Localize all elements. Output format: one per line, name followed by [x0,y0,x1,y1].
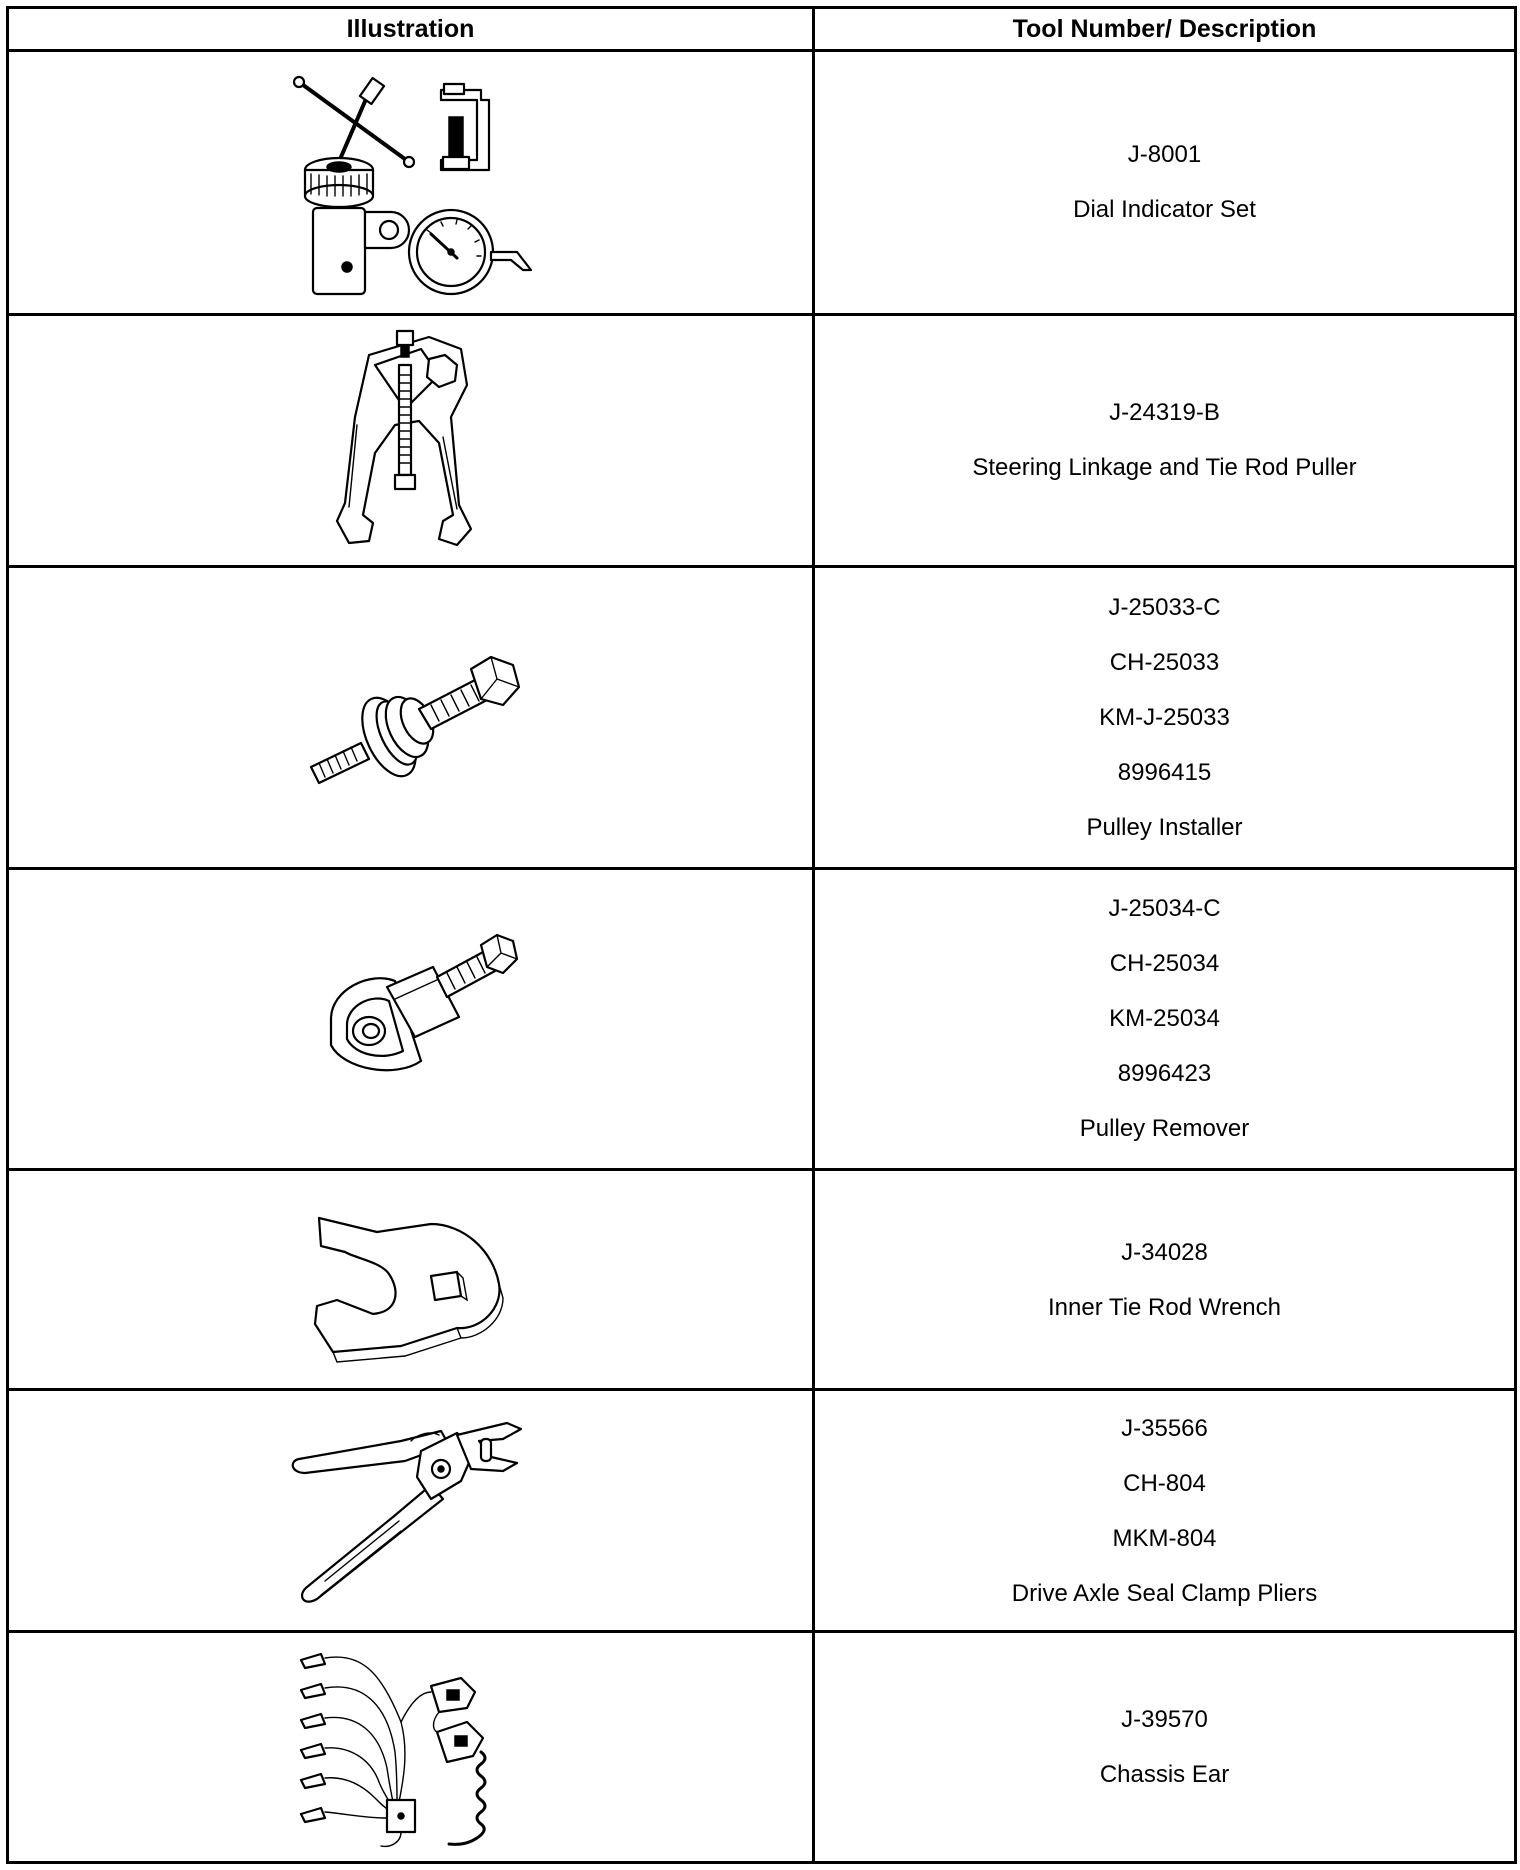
pulley-installer-icon [291,617,531,817]
tool-description: Chassis Ear [1099,1761,1230,1788]
illustration-cell [8,1632,814,1863]
tool-description: Dial Indicator Set [1073,196,1256,224]
header-row [8,8,1516,51]
table-row [8,868,1516,1169]
tie-rod-puller-icon [311,325,511,555]
table-row [8,1170,1516,1390]
description-cell [814,1390,1516,1632]
description-cell [814,1170,1516,1390]
description-cell [814,1632,1516,1863]
tool-description: Drive Axle Seal Clamp Pliers [1011,1579,1318,1607]
table-row [8,51,1516,315]
tool-number: MKM-804 [1112,1524,1217,1552]
header-illustration: Illustration [8,8,814,51]
tool-description: Pulley Installer [1086,813,1243,841]
illustration-cell [8,1170,814,1390]
tool-number: CH-804 [1123,1469,1206,1497]
tool-number: J-24319-B [1109,399,1220,427]
tool-number: J-8001 [1127,141,1202,169]
tool-number: J-39570 [1121,1706,1208,1733]
tool-number: J-35566 [1121,1414,1208,1442]
tool-number: CH-25034 [1109,950,1220,978]
tool-number: 8996415 [1117,758,1212,786]
seal-clamp-pliers-icon [281,1411,541,1611]
description-cell [814,314,1516,567]
pulley-remover-icon [291,919,531,1119]
header-tool-description: Tool Number/ Description [814,8,1516,51]
tool-number: CH-25033 [1109,648,1220,676]
tool-number: J-25033-C [1108,593,1221,621]
illustration-cell [8,1390,814,1632]
tool-number: 8996423 [1117,1060,1212,1088]
dial-indicator-set-icon [281,62,541,302]
illustration-cell [8,314,814,567]
tool-description: Pulley Remover [1079,1115,1250,1143]
tool-number: J-25034-C [1108,895,1221,923]
chassis-ear-icon [291,1642,531,1852]
tool-number: KM-25034 [1109,1005,1220,1033]
tool-number: KM-J-25033 [1099,703,1230,731]
illustration-cell [8,868,814,1169]
description-cell [814,51,1516,315]
table-row [8,314,1516,567]
table-row [8,1632,1516,1863]
tool-description: Steering Linkage and Tie Rod Puller [972,454,1357,482]
tool-description: Inner Tie Rod Wrench [1047,1293,1281,1321]
table-row [8,1390,1516,1632]
table-row [8,567,1516,868]
description-cell [814,868,1516,1169]
illustration-cell [8,51,814,315]
description-cell [814,567,1516,868]
tool-number: J-34028 [1121,1238,1208,1266]
illustration-cell [8,567,814,868]
special-tools-table [6,6,1517,1864]
inner-tie-rod-wrench-icon [281,1180,541,1380]
